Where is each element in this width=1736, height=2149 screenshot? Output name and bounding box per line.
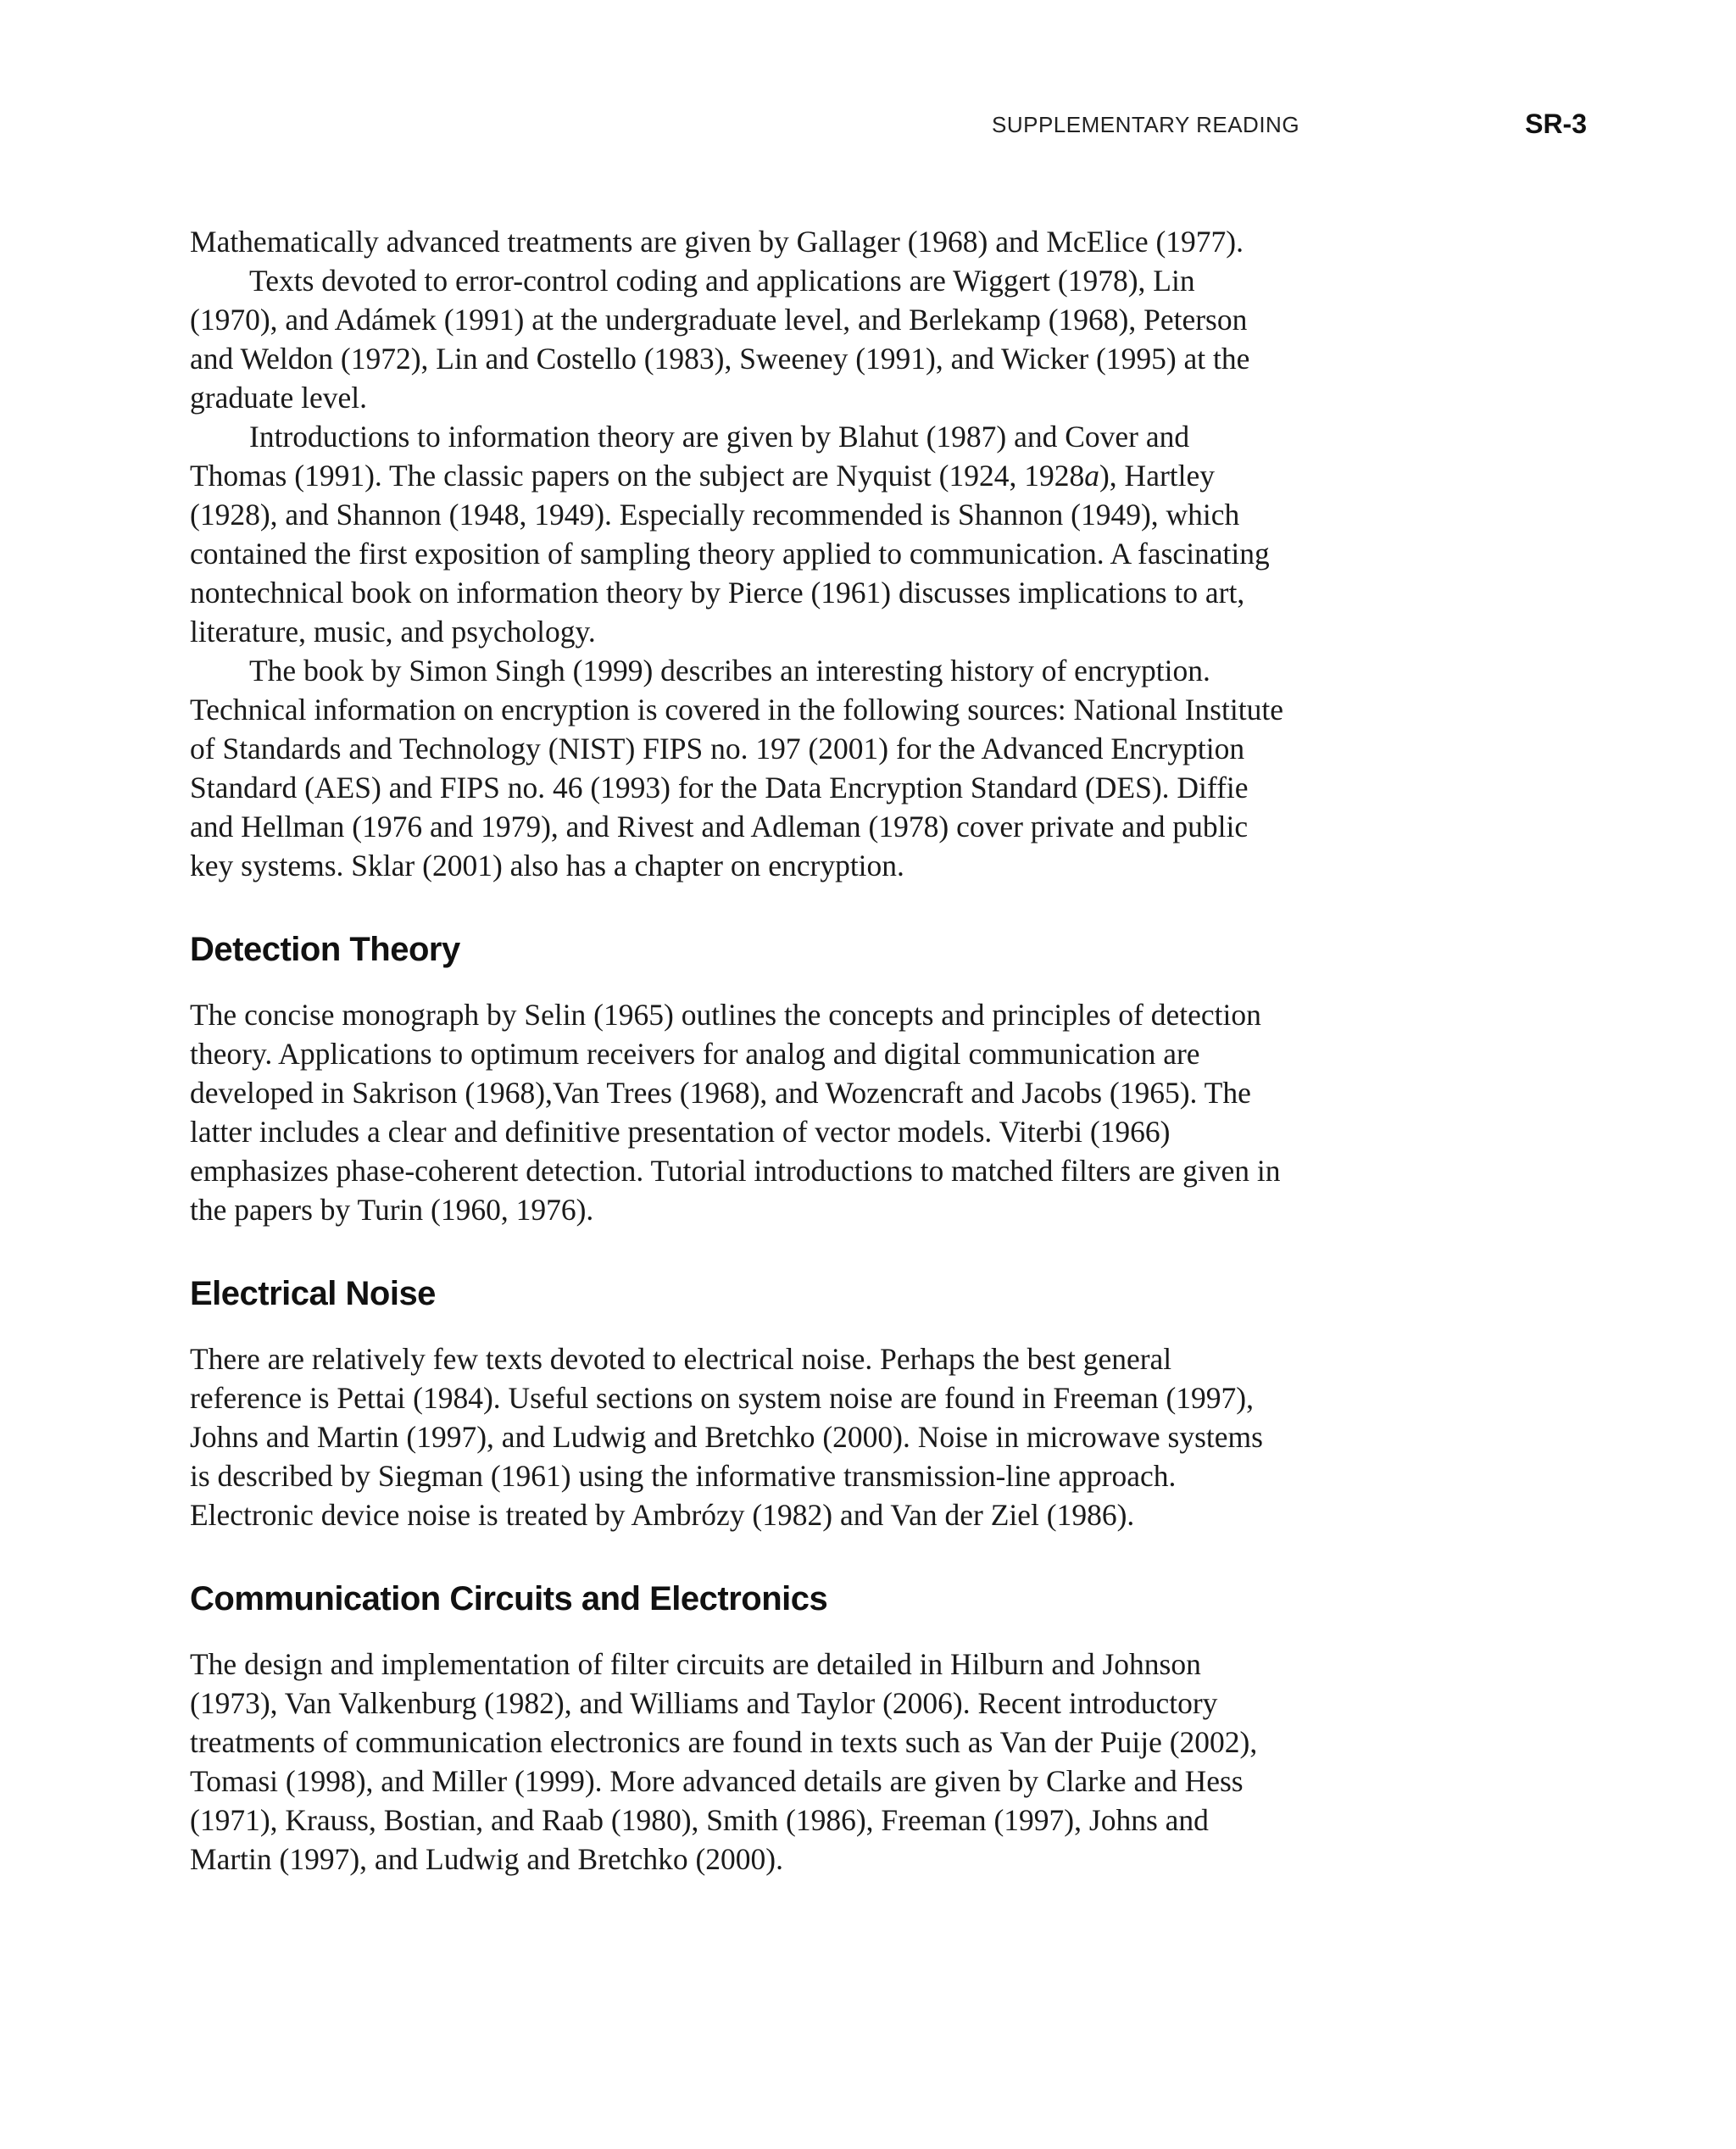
- intro-paragraph-3-text-a: Introductions to information theory are given by Blahut (1987) and Cover and Thomas (1991). The classic papers on the subject are Nyquist (1924, 1928: [190, 420, 1190, 493]
- intro-paragraph-4: The book by Simon Singh (1999) describes an interesting history of encryption. Technical information on encryption is covered in the following sources: National Institute of Standards and Technology (NIST) FIPS no. 197 (2001) for the Advanced Encryption Standard (AES) and FIPS no. 46 (1993) for the Data Encryption Standard (DES). Diffie and Hellman (1976 and 1979), and Rivest and Adleman (1978) cover private and public key systems. Sklar (2001) also has a chapter on encryption.: [190, 654, 1283, 882]
- page-number: SR-3: [1525, 109, 1587, 139]
- section-heading-electrical-noise: Electrical Noise: [190, 1275, 436, 1312]
- section-heading-detection-theory: Detection Theory: [190, 931, 460, 968]
- running-head: SUPPLEMENTARY READING: [992, 112, 1300, 137]
- intro-paragraph-3-text-b: ), Hartley (1928), and Shannon (1948, 1949). Especially recommended is Shannon (1949), which contained the first exposition of sampling theory applied to communication. A fascinating nontechnical book on information theory by Pierce (1961) discusses implications to art, literature, music, and psychology.: [190, 459, 1270, 649]
- intro-paragraph-3: [190, 417, 1283, 651]
- intro-paragraph-3-italic: a: [1084, 459, 1099, 493]
- section-body-communication-circuits: The design and implementation of filter circuits are detailed in Hilburn and Johnson (1973), Van Valkenburg (1982), and Williams and Taylor (2006). Recent introductory treatments of communication electronics are found in texts such as Van der Puije (2002), Tomasi (1998), and Miller (1999). More advanced details are given by Clarke and Hess (1971), Krauss, Bostian, and Raab (1980), Smith (1986), Freeman (1997), Johns and Martin (1997), and Ludwig and Bretchko (2000).: [190, 1647, 1258, 1876]
- intro-paragraph-2: Texts devoted to error-control coding and applications are Wiggert (1978), Lin (1970), and Adámek (1991) at the undergraduate level, and Berlekamp (1968), Peterson and Weldon (1972), Lin and Costello (1983), Sweeney (1991), and Wicker (1995) at the graduate level.: [190, 264, 1250, 415]
- section-body-detection-theory: The concise monograph by Selin (1965) outlines the concepts and principles of detection theory. Applications to optimum receivers for analog and digital communication are developed in Sakrison (1968),Van Trees (1968), and Wozencraft and Jacobs (1965). The latter includes a clear and definitive presentation of vector models. Viterbi (1966) emphasizes phase-coherent detection. Tutorial introductions to matched filters are given in the papers by Turin (1960, 1976).: [190, 998, 1281, 1227]
- section-heading-communication-circuits: Communication Circuits and Electronics: [190, 1580, 828, 1617]
- page-body: [190, 222, 1283, 1879]
- intro-paragraph-1: Mathematically advanced treatments are given by Gallager (1968) and McElice (1977).: [190, 225, 1244, 259]
- section-body-electrical-noise: There are relatively few texts devoted to electrical noise. Perhaps the best general reference is Pettai (1984). Useful sections on system noise are found in Freeman (1997), Johns and Martin (1997), and Ludwig and Bretchko (2000). Noise in microwave systems is described by Siegman (1961) using the informative transmission-line approach. Electronic device noise is treated by Ambrózy (1982) and Van der Ziel (1986).: [190, 1342, 1263, 1532]
